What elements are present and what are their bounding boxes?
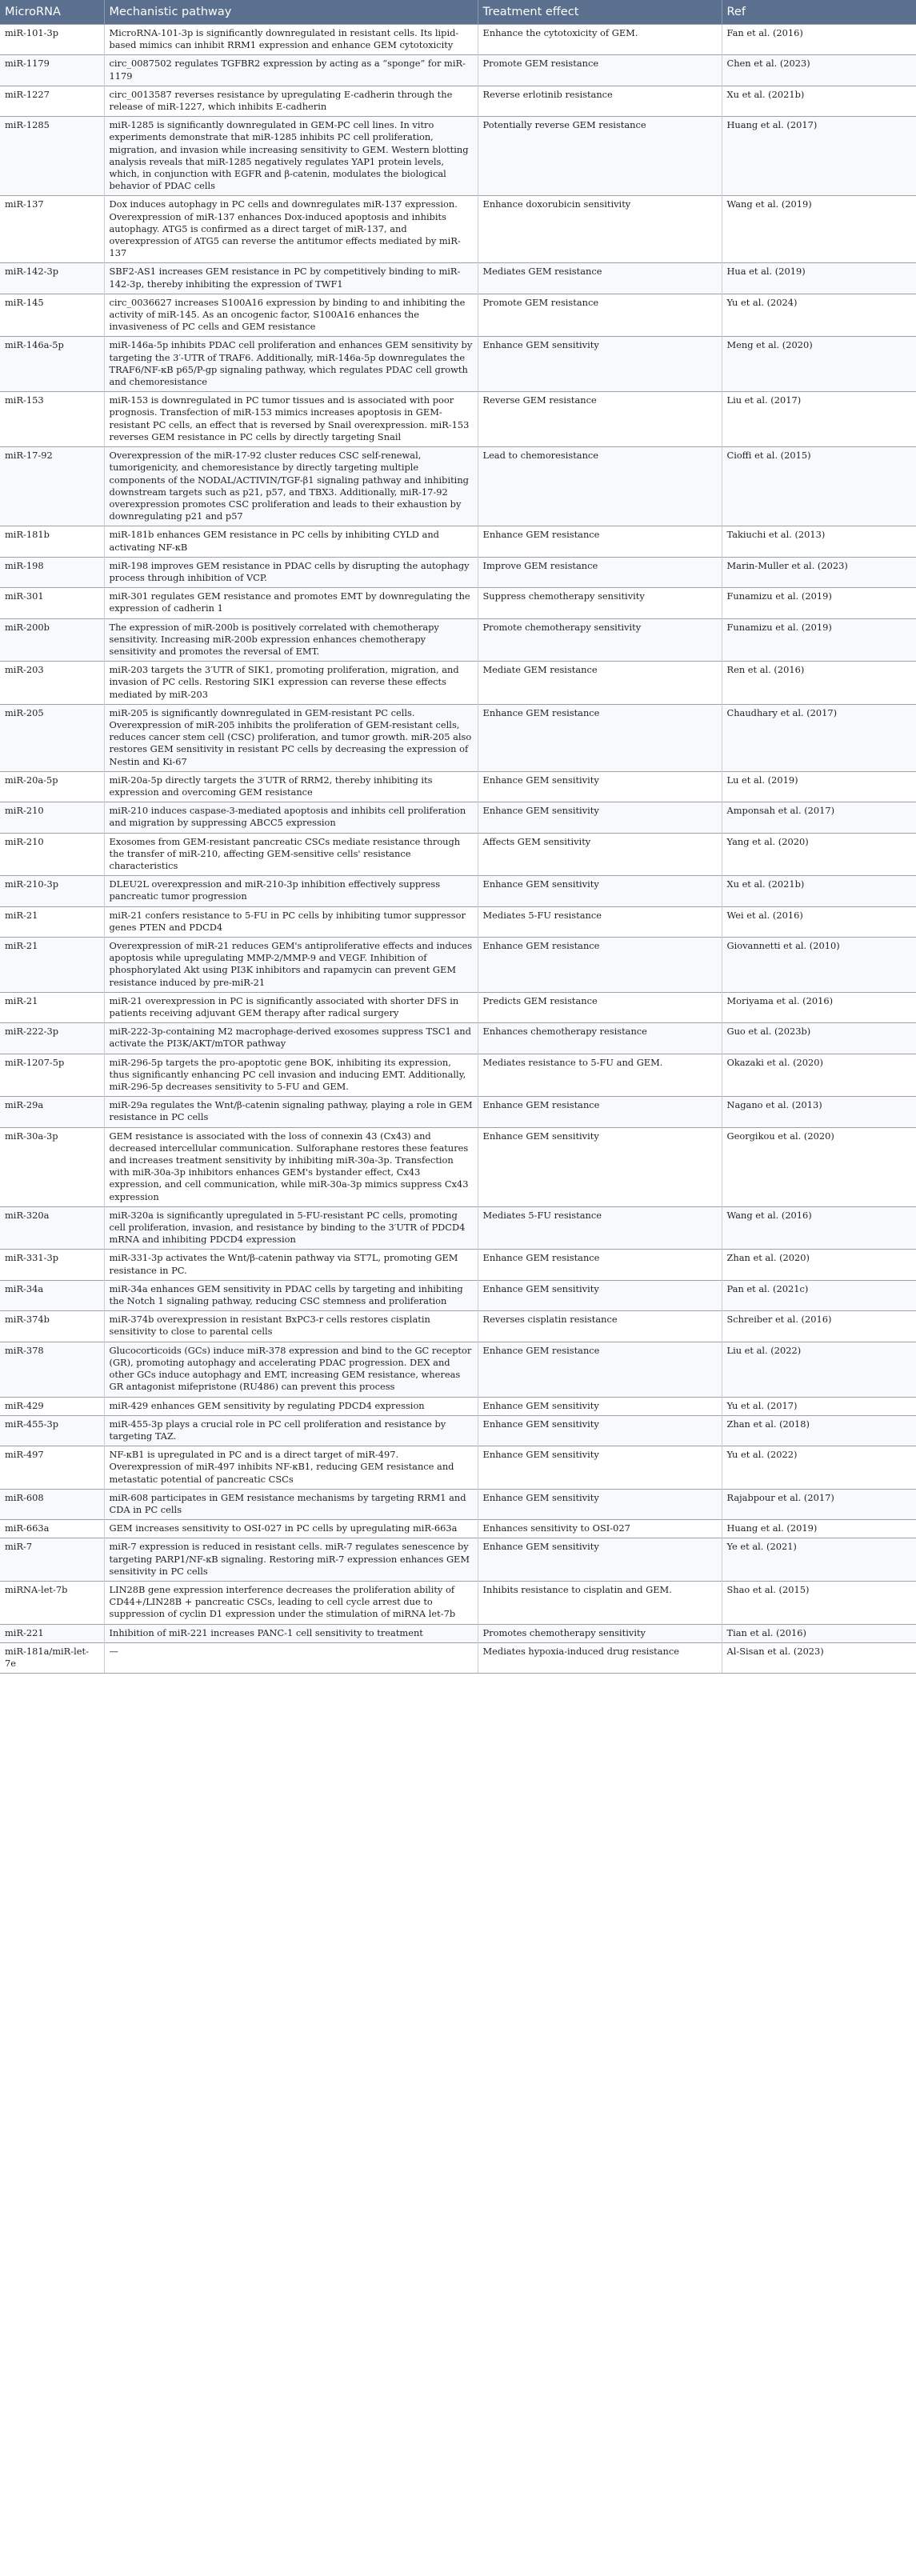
cell-mechanistic-pathway: MicroRNA-101-3p is significantly downregulated in resistant cells. Its lipid-based mimics can inhibit RRM1 expression and enhance GEM cytotoxicity xyxy=(104,25,478,55)
cell-microrna: miR-497 xyxy=(0,1446,104,1490)
cell-treatment-effect: Enhance the cytotoxicity of GEM. xyxy=(478,25,722,55)
cell-treatment-effect: Promotes chemotherapy sensitivity xyxy=(478,1624,722,1642)
header-row xyxy=(0,0,916,25)
cell-microrna: miR-205 xyxy=(0,704,104,771)
table-row xyxy=(0,1023,916,1054)
cell-mechanistic-pathway: LIN28B gene expression interference decreases the proliferation ability of CD44+/LIN28B + pancreatic CSCs, leading to cell cycle arrest due to suppression of cyclin D1 expression under the stimulation of miRNA let-7b xyxy=(104,1581,478,1624)
cell-microrna: miR-198 xyxy=(0,557,104,587)
cell-ref: Funamizu et al. (2019) xyxy=(722,588,916,618)
cell-treatment-effect: Reverses cisplatin resistance xyxy=(478,1311,722,1342)
cell-treatment-effect: Suppress chemotherapy sensitivity xyxy=(478,588,722,618)
cell-ref: Meng et al. (2020) xyxy=(722,337,916,392)
table-row xyxy=(0,992,916,1022)
table-row xyxy=(0,588,916,618)
cell-treatment-effect: Mediates 5-FU resistance xyxy=(478,1206,722,1250)
cell-mechanistic-pathway: miR-210 induces caspase-3-mediated apoptosis and inhibits cell proliferation and migration by suppressing ABCC5 expression xyxy=(104,802,478,833)
cell-treatment-effect: Enhance GEM resistance xyxy=(478,526,722,557)
cell-microrna: miR-331-3p xyxy=(0,1250,104,1280)
table-row xyxy=(0,938,916,993)
cell-ref: Pan et al. (2021c) xyxy=(722,1280,916,1310)
table-row xyxy=(0,117,916,196)
cell-microrna: miR-20a-5p xyxy=(0,771,104,802)
cell-treatment-effect: Mediates resistance to 5-FU and GEM. xyxy=(478,1054,722,1097)
cell-treatment-effect: Enhance GEM resistance xyxy=(478,704,722,771)
cell-ref: Guo et al. (2023b) xyxy=(722,1023,916,1054)
cell-mechanistic-pathway: miR-1285 is significantly downregulated in GEM-PC cell lines. In vitro experiments demonstrate that miR-1285 inhibits PC cell proliferation, migration, and invasion while increasing sensitivity to GEM. Western blotting analysis reveals that miR-1285 negatively regulates YAP1 protein levels, which, in conjunction with EGFR and β-catenin, modulates the biological behavior of PDAC cells xyxy=(104,117,478,196)
table-row xyxy=(0,704,916,771)
cell-microrna: miR-101-3p xyxy=(0,25,104,55)
cell-mechanistic-pathway: miR-181b enhances GEM resistance in PC cells by inhibiting CYLD and activating NF-κB xyxy=(104,526,478,557)
cell-mechanistic-pathway: circ_0013587 reverses resistance by upregulating E-cadherin through the release of miR-1227, which inhibits E-cadherin xyxy=(104,86,478,116)
cell-mechanistic-pathway: miR-21 confers resistance to 5-FU in PC cells by inhibiting tumor suppressor genes PTEN and PDCD4 xyxy=(104,906,478,937)
cell-mechanistic-pathway: miR-608 participates in GEM resistance mechanisms by targeting RRM1 and CDA in PC cells xyxy=(104,1489,478,1519)
cell-ref: Marin-Muller et al. (2023) xyxy=(722,557,916,587)
table-row xyxy=(0,1397,916,1415)
cell-ref: Takiuchi et al. (2013) xyxy=(722,526,916,557)
table-row xyxy=(0,196,916,263)
cell-ref: Wang et al. (2019) xyxy=(722,196,916,263)
table-row xyxy=(0,1624,916,1642)
cell-microrna: miR-21 xyxy=(0,906,104,937)
cell-mechanistic-pathway: miR-320a is significantly upregulated in 5-FU-resistant PC cells, promoting cell proliferation, invasion, and resistance by binding to the 3′UTR of PDCD4 mRNA and inhibiting PDCD4 expression xyxy=(104,1206,478,1250)
cell-microrna: miR-210 xyxy=(0,833,104,876)
table-row xyxy=(0,1311,916,1342)
cell-ref: Shao et al. (2015) xyxy=(722,1581,916,1624)
cell-treatment-effect: Enhance GEM resistance xyxy=(478,1250,722,1280)
cell-treatment-effect: Improve GEM resistance xyxy=(478,557,722,587)
cell-ref: Liu et al. (2017) xyxy=(722,392,916,447)
cell-treatment-effect: Reverse erlotinib resistance xyxy=(478,86,722,116)
cell-mechanistic-pathway: Dox induces autophagy in PC cells and downregulates miR-137 expression. Overexpression of miR-137 enhances Dox-induced apoptosis and inhibits autophagy. ATG5 is confirmed as a direct target of miR-137, and overexpression of ATG5 can reverse the antitumor effects mediated by miR-137 xyxy=(104,196,478,263)
cell-treatment-effect: Enhance GEM sensitivity xyxy=(478,337,722,392)
cell-microrna: miR-374b xyxy=(0,1311,104,1342)
table-row xyxy=(0,1127,916,1206)
cell-ref: Huang et al. (2019) xyxy=(722,1520,916,1538)
table-row xyxy=(0,447,916,526)
cell-ref: Chen et al. (2023) xyxy=(722,55,916,86)
cell-microrna: miR-429 xyxy=(0,1397,104,1415)
cell-mechanistic-pathway: Glucocorticoids (GCs) induce miR-378 expression and bind to the GC receptor (GR), promoting autophagy and accelerating PDAC progression. DEX and other GCs induce autophagy and EMT, increasing GEM resistance, whereas GR antagonist mifepristone (RU486) can prevent this process xyxy=(104,1342,478,1397)
cell-ref: Cioffi et al. (2015) xyxy=(722,447,916,526)
cell-ref: Liu et al. (2022) xyxy=(722,1342,916,1397)
table-row xyxy=(0,1581,916,1624)
table-row xyxy=(0,1280,916,1310)
cell-ref: Xu et al. (2021b) xyxy=(722,876,916,906)
cell-treatment-effect: Enhance GEM sensitivity xyxy=(478,1415,722,1446)
cell-ref: Georgikou et al. (2020) xyxy=(722,1127,916,1206)
header-mechanistic-pathway: Mechanistic pathway xyxy=(104,0,478,25)
cell-microrna: miR-21 xyxy=(0,938,104,993)
cell-treatment-effect: Promote chemotherapy sensitivity xyxy=(478,618,722,662)
header-treatment-effect: Treatment effect xyxy=(478,0,722,25)
cell-microrna: miR-210-3p xyxy=(0,876,104,906)
cell-microrna: miR-608 xyxy=(0,1489,104,1519)
table-row xyxy=(0,771,916,802)
header-microrna: MicroRNA xyxy=(0,0,104,25)
cell-microrna: miR-663a xyxy=(0,1520,104,1538)
cell-mechanistic-pathway: miR-331-3p activates the Wnt/β-catenin pathway via ST7L, promoting GEM resistance in PC. xyxy=(104,1250,478,1280)
cell-mechanistic-pathway: miR-153 is downregulated in PC tumor tissues and is associated with poor prognosis. Transfection of miR-153 mimics increases apoptosis in GEM-resistant PC cells, an effect that is reversed by Snail overexpression. miR-153 reverses GEM resistance in PC cells by directly targeting Snail xyxy=(104,392,478,447)
cell-microrna: miR-29a xyxy=(0,1097,104,1127)
cell-microrna: miR-1179 xyxy=(0,55,104,86)
cell-treatment-effect: Enhance GEM sensitivity xyxy=(478,1280,722,1310)
cell-mechanistic-pathway: Exosomes from GEM-resistant pancreatic CSCs mediate resistance through the transfer of miR-210, affecting GEM-sensitive cells' resistance characteristics xyxy=(104,833,478,876)
cell-treatment-effect: Enhance GEM sensitivity xyxy=(478,876,722,906)
cell-ref: Wang et al. (2016) xyxy=(722,1206,916,1250)
cell-mechanistic-pathway: miR-429 enhances GEM sensitivity by regulating PDCD4 expression xyxy=(104,1397,478,1415)
cell-ref: Amponsah et al. (2017) xyxy=(722,802,916,833)
cell-mechanistic-pathway: miR-20a-5p directly targets the 3′UTR of RRM2, thereby inhibiting its expression and overcoming GEM resistance xyxy=(104,771,478,802)
cell-treatment-effect: Lead to chemoresistance xyxy=(478,447,722,526)
cell-mechanistic-pathway: GEM increases sensitivity to OSI-027 in PC cells by upregulating miR-663a xyxy=(104,1520,478,1538)
table-header xyxy=(0,0,916,25)
cell-microrna: miR-7 xyxy=(0,1538,104,1582)
cell-microrna: miR-21 xyxy=(0,992,104,1022)
cell-microrna: miR-17-92 xyxy=(0,447,104,526)
cell-mechanistic-pathway: miR-296-5p targets the pro-apoptotic gene BOK, inhibiting its expression, thus significantly enhancing PC cell invasion and inducing EMT. Additionally, miR-296-5p decreases sensitivity to 5-FU and GEM. xyxy=(104,1054,478,1097)
table-row xyxy=(0,1097,916,1127)
cell-ref: Rajabpour et al. (2017) xyxy=(722,1489,916,1519)
table-row xyxy=(0,263,916,294)
cell-microrna: miR-1285 xyxy=(0,117,104,196)
cell-mechanistic-pathway: NF-κB1 is upregulated in PC and is a direct target of miR-497. Overexpression of miR-497 inhibits NF-κB1, reducing GEM resistance and metastatic potential of pancreatic CSCs xyxy=(104,1446,478,1490)
cell-ref: Okazaki et al. (2020) xyxy=(722,1054,916,1097)
cell-mechanistic-pathway: miR-34a enhances GEM sensitivity in PDAC cells by targeting and inhibiting the Notch 1 signaling pathway, reducing CSC stemness and proliferation xyxy=(104,1280,478,1310)
cell-ref: Chaudhary et al. (2017) xyxy=(722,704,916,771)
cell-treatment-effect: Enhance GEM sensitivity xyxy=(478,1489,722,1519)
cell-ref: Yang et al. (2020) xyxy=(722,833,916,876)
table-row xyxy=(0,1206,916,1250)
table-row xyxy=(0,25,916,55)
cell-treatment-effect: Promote GEM resistance xyxy=(478,55,722,86)
table-row xyxy=(0,392,916,447)
cell-treatment-effect: Enhance GEM resistance xyxy=(478,938,722,993)
cell-treatment-effect: Mediates GEM resistance xyxy=(478,263,722,294)
cell-ref: Schreiber et al. (2016) xyxy=(722,1311,916,1342)
header-ref: Ref xyxy=(722,0,916,25)
table-row xyxy=(0,557,916,587)
table-row xyxy=(0,1342,916,1397)
cell-treatment-effect: Enhance GEM sensitivity xyxy=(478,802,722,833)
cell-microrna: miR-200b xyxy=(0,618,104,662)
cell-microrna: miR-222-3p xyxy=(0,1023,104,1054)
cell-ref: Lu et al. (2019) xyxy=(722,771,916,802)
cell-mechanistic-pathway: miR-29a regulates the Wnt/β-catenin signaling pathway, playing a role in GEM resistance in PC cells xyxy=(104,1097,478,1127)
cell-treatment-effect: Promote GEM resistance xyxy=(478,294,722,337)
cell-mechanistic-pathway: Overexpression of the miR-17-92 cluster reduces CSC self-renewal, tumorigenicity, and chemoresistance by directly targeting multiple components of the NODAL/ACTIVIN/TGF-β1 signaling pathway and inhibiting downstream targets such as p21, p57, and TBX3. Additionally, miR-17-92 overexpression promotes CSC proliferation and leads to their exhaustion by downregulating p21 and p57 xyxy=(104,447,478,526)
cell-mechanistic-pathway: miR-203 targets the 3′UTR of SIK1, promoting proliferation, migration, and invasion of PC cells. Restoring SIK1 expression can reverse these effects mediated by miR-203 xyxy=(104,662,478,705)
cell-microrna: miR-455-3p xyxy=(0,1415,104,1446)
cell-microrna: miR-181a/miR-let-7e xyxy=(0,1642,104,1673)
table-row xyxy=(0,1489,916,1519)
cell-mechanistic-pathway: Overexpression of miR-21 reduces GEM's antiproliferative effects and induces apoptosis while upregulating MMP-2/MMP-9 and VEGF. Inhibition of phosphorylated Akt using PI3K inhibitors and rapamycin can prevent GEM resistance induced by pre-miR-21 xyxy=(104,938,478,993)
cell-treatment-effect: Enhance GEM sensitivity xyxy=(478,1538,722,1582)
cell-mechanistic-pathway: The expression of miR-200b is positively correlated with chemotherapy sensitivity. Increasing miR-200b expression enhances chemotherapy sensitivity and promotes the reversal of EMT. xyxy=(104,618,478,662)
cell-treatment-effect: Enhances chemotherapy resistance xyxy=(478,1023,722,1054)
cell-ref: Moriyama et al. (2016) xyxy=(722,992,916,1022)
cell-microrna: miRNA-let-7b xyxy=(0,1581,104,1624)
table-row xyxy=(0,337,916,392)
cell-mechanistic-pathway: DLEU2L overexpression and miR-210-3p inhibition effectively suppress pancreatic tumor progression xyxy=(104,876,478,906)
cell-treatment-effect: Enhance GEM sensitivity xyxy=(478,1446,722,1490)
table-row xyxy=(0,1538,916,1582)
cell-ref: Giovannetti et al. (2010) xyxy=(722,938,916,993)
table-row xyxy=(0,526,916,557)
cell-treatment-effect: Inhibits resistance to cisplatin and GEM. xyxy=(478,1581,722,1624)
cell-mechanistic-pathway: miR-198 improves GEM resistance in PDAC cells by disrupting the autophagy process through inhibition of VCP. xyxy=(104,557,478,587)
table-row xyxy=(0,618,916,662)
cell-mechanistic-pathway: miR-374b overexpression in resistant BxPC3-r cells restores cisplatin sensitivity to close to parental cells xyxy=(104,1311,478,1342)
cell-mechanistic-pathway: miR-7 expression is reduced in resistant cells. miR-7 regulates senescence by targeting PARP1/NF-κB signaling. Restoring miR-7 expression enhances GEM sensitivity in PC cells xyxy=(104,1538,478,1582)
cell-ref: Zhan et al. (2020) xyxy=(722,1250,916,1280)
cell-treatment-effect: Enhance GEM sensitivity xyxy=(478,771,722,802)
table-row xyxy=(0,1642,916,1673)
cell-mechanistic-pathway: miR-455-3p plays a crucial role in PC cell proliferation and resistance by targeting TAZ. xyxy=(104,1415,478,1446)
cell-ref: Tian et al. (2016) xyxy=(722,1624,916,1642)
cell-treatment-effect: Enhance GEM sensitivity xyxy=(478,1127,722,1206)
cell-microrna: miR-181b xyxy=(0,526,104,557)
cell-treatment-effect: Potentially reverse GEM resistance xyxy=(478,117,722,196)
table-row xyxy=(0,876,916,906)
cell-ref: Ren et al. (2016) xyxy=(722,662,916,705)
cell-ref: Yu et al. (2024) xyxy=(722,294,916,337)
cell-treatment-effect: Enhance GEM sensitivity xyxy=(478,1397,722,1415)
cell-microrna: miR-221 xyxy=(0,1624,104,1642)
cell-microrna: miR-320a xyxy=(0,1206,104,1250)
cell-microrna: miR-34a xyxy=(0,1280,104,1310)
cell-microrna: miR-30a-3p xyxy=(0,1127,104,1206)
table-row xyxy=(0,1250,916,1280)
cell-ref: Wei et al. (2016) xyxy=(722,906,916,937)
cell-mechanistic-pathway: circ_0036627 increases S100A16 expression by binding to and inhibiting the activity of miR-145. As an oncogenic factor, S100A16 enhances the invasiveness of PC cells and GEM resistance xyxy=(104,294,478,337)
cell-treatment-effect: Enhances sensitivity to OSI-027 xyxy=(478,1520,722,1538)
cell-treatment-effect: Mediates hypoxia-induced drug resistance xyxy=(478,1642,722,1673)
cell-mechanistic-pathway: — xyxy=(104,1642,478,1673)
cell-treatment-effect: Affects GEM sensitivity xyxy=(478,833,722,876)
cell-ref: Al-Sisan et al. (2023) xyxy=(722,1642,916,1673)
cell-treatment-effect: Enhance GEM resistance xyxy=(478,1097,722,1127)
cell-mechanistic-pathway: miR-21 overexpression in PC is significantly associated with shorter DFS in patients receiving adjuvant GEM therapy after radical surgery xyxy=(104,992,478,1022)
cell-treatment-effect: Reverse GEM resistance xyxy=(478,392,722,447)
table-row xyxy=(0,1446,916,1490)
table-row xyxy=(0,1520,916,1538)
cell-microrna: miR-203 xyxy=(0,662,104,705)
cell-mechanistic-pathway: miR-301 regulates GEM resistance and promotes EMT by downregulating the expression of cadherin 1 xyxy=(104,588,478,618)
cell-treatment-effect: Predicts GEM resistance xyxy=(478,992,722,1022)
cell-microrna: miR-1227 xyxy=(0,86,104,116)
table-body xyxy=(0,25,916,1674)
cell-microrna: miR-137 xyxy=(0,196,104,263)
table-row xyxy=(0,662,916,705)
cell-microrna: miR-145 xyxy=(0,294,104,337)
cell-microrna: miR-378 xyxy=(0,1342,104,1397)
cell-ref: Zhan et al. (2018) xyxy=(722,1415,916,1446)
table-row xyxy=(0,1054,916,1097)
cell-mechanistic-pathway: GEM resistance is associated with the loss of connexin 43 (Cx43) and decreased intercellular communication. Sulforaphane restores these features and increases treatment sensitivity by inhibiting miR-30a-3p. Transfection with miR-30a-3p inhibitors enhances GEM's bystander effect, Cx43 expression, and cell communication, while miR-30a-3p mimics suppress Cx43 expression xyxy=(104,1127,478,1206)
cell-ref: Hua et al. (2019) xyxy=(722,263,916,294)
cell-ref: Huang et al. (2017) xyxy=(722,117,916,196)
cell-mechanistic-pathway: Inhibition of miR-221 increases PANC-1 cell sensitivity to treatment xyxy=(104,1624,478,1642)
cell-microrna: miR-301 xyxy=(0,588,104,618)
cell-mechanistic-pathway: miR-222-3p-containing M2 macrophage-derived exosomes suppress TSC1 and activate the PI3K/AKT/mTOR pathway xyxy=(104,1023,478,1054)
cell-microrna: miR-210 xyxy=(0,802,104,833)
cell-ref: Ye et al. (2021) xyxy=(722,1538,916,1582)
cell-treatment-effect: Enhance GEM resistance xyxy=(478,1342,722,1397)
cell-ref: Fan et al. (2016) xyxy=(722,25,916,55)
cell-microrna: miR-142-3p xyxy=(0,263,104,294)
cell-mechanistic-pathway: miR-205 is significantly downregulated in GEM-resistant PC cells. Overexpression of miR-205 inhibits the proliferation of GEM-resistant cells, reduces cancer stem cell (CSC) proliferation, and tumor growth. miR-205 also restores GEM sensitivity in resistant PC cells by decreasing the expression of Nestin and Ki-67 xyxy=(104,704,478,771)
cell-ref: Yu et al. (2017) xyxy=(722,1397,916,1415)
cell-mechanistic-pathway: SBF2-AS1 increases GEM resistance in PC by competitively binding to miR-142-3p, thereby inhibiting the expression of TWF1 xyxy=(104,263,478,294)
cell-ref: Yu et al. (2022) xyxy=(722,1446,916,1490)
table-row xyxy=(0,802,916,833)
table-row xyxy=(0,833,916,876)
cell-treatment-effect: Mediate GEM resistance xyxy=(478,662,722,705)
cell-ref: Nagano et al. (2013) xyxy=(722,1097,916,1127)
cell-mechanistic-pathway: circ_0087502 regulates TGFBR2 expression by acting as a “sponge” for miR-1179 xyxy=(104,55,478,86)
table-row xyxy=(0,906,916,937)
table-row xyxy=(0,55,916,86)
cell-ref: Xu et al. (2021b) xyxy=(722,86,916,116)
table-row xyxy=(0,1415,916,1446)
cell-treatment-effect: Mediates 5-FU resistance xyxy=(478,906,722,937)
cell-ref: Funamizu et al. (2019) xyxy=(722,618,916,662)
cell-microrna: miR-1207-5p xyxy=(0,1054,104,1097)
table-row xyxy=(0,86,916,116)
cell-treatment-effect: Enhance doxorubicin sensitivity xyxy=(478,196,722,263)
table-row xyxy=(0,294,916,337)
cell-microrna: miR-146a-5p xyxy=(0,337,104,392)
cell-microrna: miR-153 xyxy=(0,392,104,447)
cell-mechanistic-pathway: miR-146a-5p inhibits PDAC cell proliferation and enhances GEM sensitivity by targeting the 3′-UTR of TRAF6. Additionally, miR-146a-5p downregulates the TRAF6/NF-κB p65/P-gp signaling pathway, which regulates PDAC cell growth and chemoresistance xyxy=(104,337,478,392)
